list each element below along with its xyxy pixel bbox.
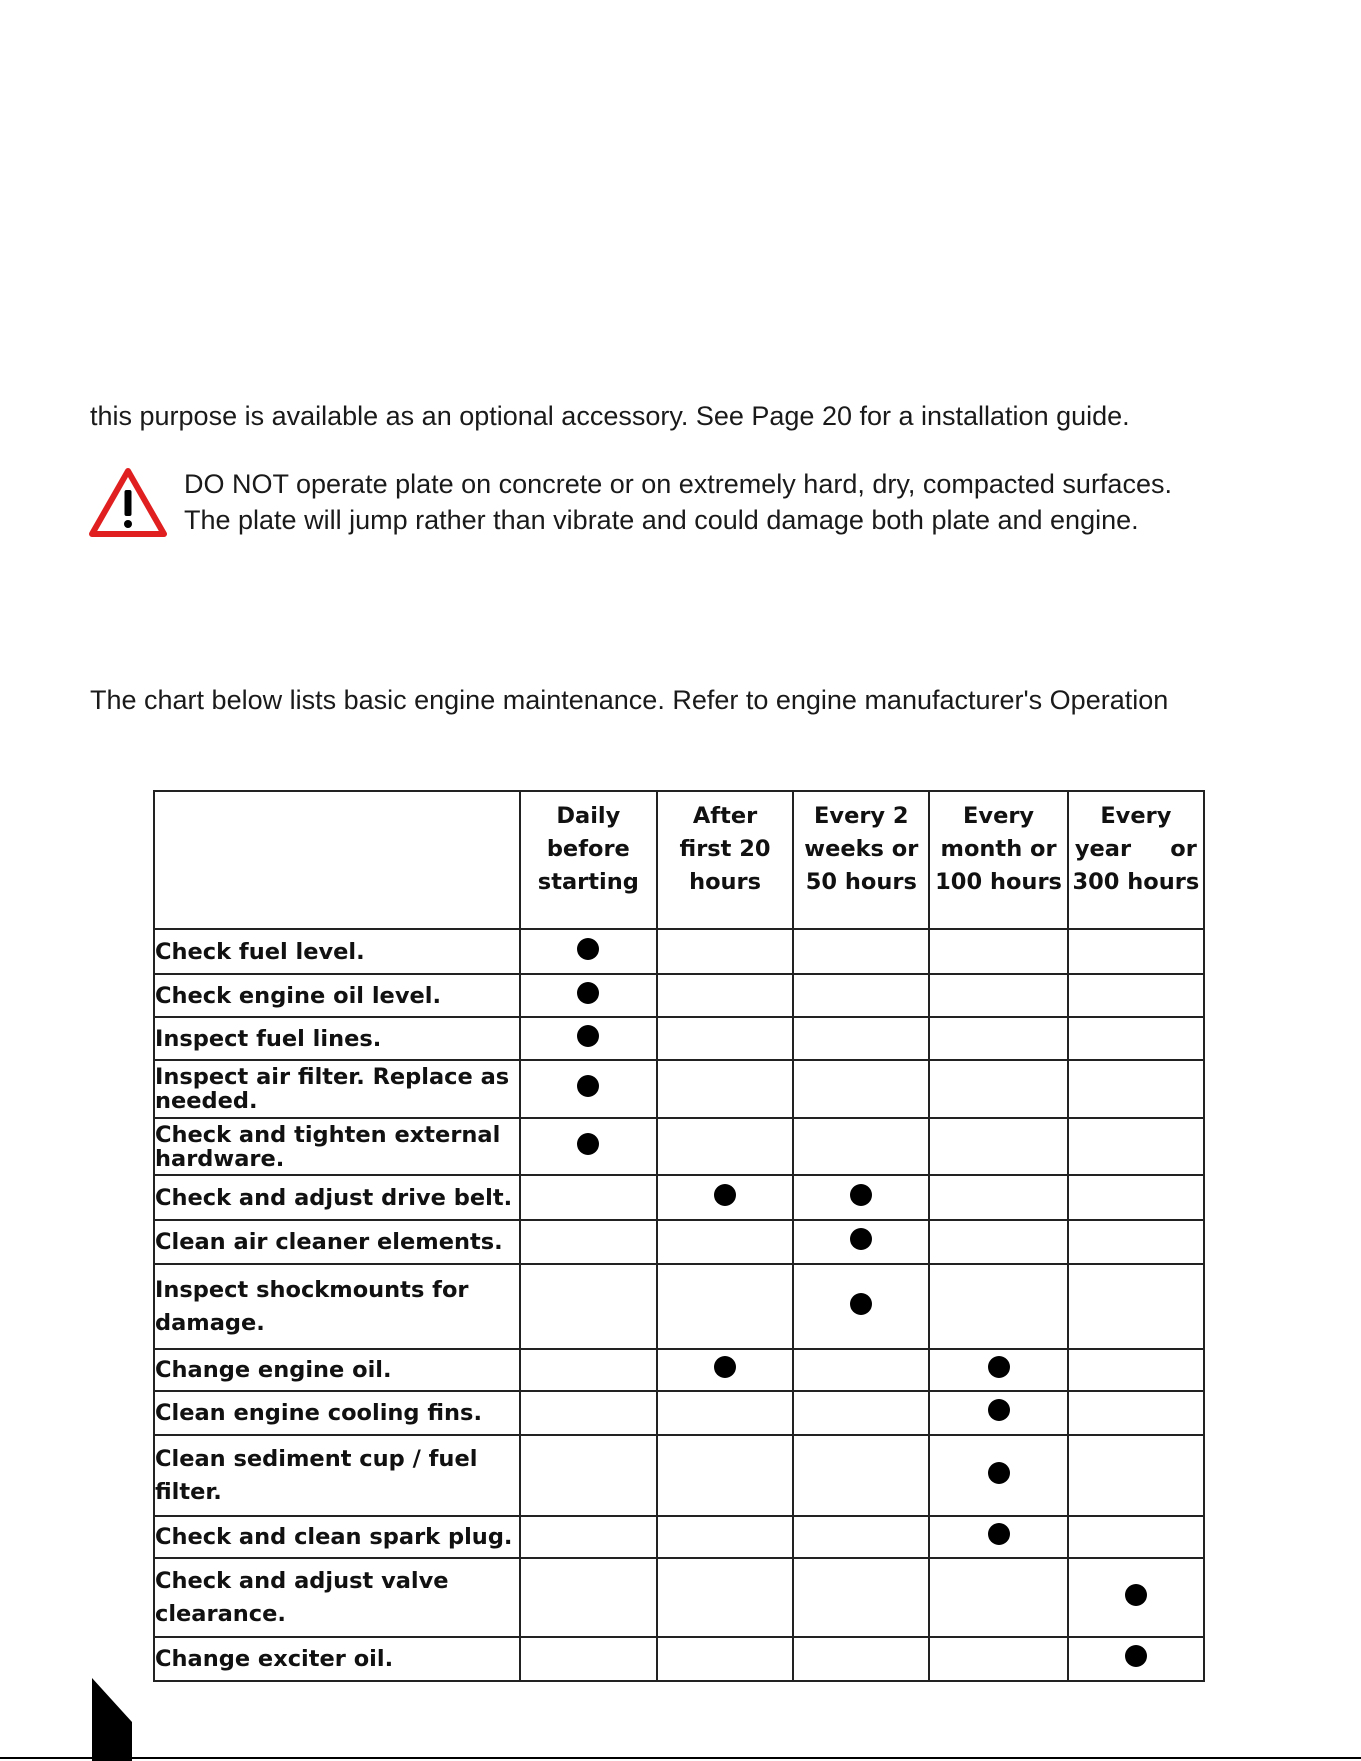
interval-cell [520,1637,657,1681]
table-header-row [154,791,1204,929]
interval-cell [793,974,929,1017]
interval-cell [1068,1637,1204,1681]
interval-cell [929,1349,1067,1391]
interval-cell [793,1220,929,1264]
interval-cell [793,1558,929,1637]
interval-cell [1068,1220,1204,1264]
task-cell: Inspect shockmounts for damage. [154,1264,520,1349]
interval-cell [657,1175,793,1220]
task-cell: Inspect fuel lines. [154,1017,520,1060]
interval-cell [929,1391,1067,1435]
interval-cell [520,974,657,1017]
interval-cell [520,1435,657,1516]
warning-line-1: DO NOT operate plate on concrete or on extremely hard, dry, compacted surfaces. [184,469,1172,499]
task-cell: Check and clean spark plug. [154,1516,520,1558]
interval-cell [929,1060,1067,1118]
page-corner-tab [92,1678,132,1761]
interval-cell [929,974,1067,1017]
interval-cell [793,1391,929,1435]
table-row [154,1118,1204,1175]
interval-cell [520,1264,657,1349]
interval-cell [1068,1435,1204,1516]
warning-line-2: The plate will jump rather than vibrate and could damage both plate and engine. [184,505,1139,535]
mark-dot [577,1025,599,1047]
interval-cell [929,1175,1067,1220]
interval-cell [657,929,793,974]
interval-cell [793,1017,929,1060]
interval-cell [1068,1391,1204,1435]
interval-cell [793,1435,929,1516]
task-cell: Change engine oil. [154,1349,520,1391]
task-cell: Clean sediment cup / fuel filter. [154,1435,520,1516]
interval-cell [520,1391,657,1435]
interval-cell [657,1118,793,1175]
interval-cell [657,1349,793,1391]
table-row [154,1516,1204,1558]
interval-cell [520,929,657,974]
interval-cell [1068,1175,1204,1220]
interval-cell [657,1264,793,1349]
interval-cell [793,1060,929,1118]
interval-cell [1068,1558,1204,1637]
interval-cell [929,1220,1067,1264]
interval-cell [657,1017,793,1060]
interval-cell [793,1349,929,1391]
accessory-paragraph: this purpose is available as an optional accessory. See Page 20 for a installation guide. [90,401,1130,431]
interval-cell [929,1435,1067,1516]
task-cell: Check and adjust valve clearance. [154,1558,520,1637]
mark-dot [577,1133,599,1155]
table-row [154,1349,1204,1391]
interval-cell [929,1637,1067,1681]
table-row [154,974,1204,1017]
interval-cell [929,1017,1067,1060]
mark-dot [1125,1584,1147,1606]
interval-cell [1068,1060,1204,1118]
interval-cell [657,1220,793,1264]
interval-cell [520,1516,657,1558]
interval-cell [1068,1118,1204,1175]
task-cell: Inspect air filter. Replace as needed. [154,1060,520,1118]
maintenance-schedule-table [153,790,1205,1682]
header-daily: Daily before starting [520,791,657,929]
interval-cell [520,1175,657,1220]
task-cell: Clean engine cooling fins. [154,1391,520,1435]
interval-cell [520,1060,657,1118]
interval-cell [1068,974,1204,1017]
table-row [154,1391,1204,1435]
mark-dot [988,1399,1010,1421]
header-month: Every month or 100 hours [929,791,1067,929]
task-cell: Change exciter oil. [154,1637,520,1681]
mark-dot [714,1184,736,1206]
warning-triangle-icon [88,466,168,538]
header-2-weeks: Every 2 weeks or 50 hours [793,791,929,929]
interval-cell [793,1175,929,1220]
table-row [154,1435,1204,1516]
page-bottom-rule [0,1757,1361,1759]
table-row [154,1637,1204,1681]
interval-cell [793,1637,929,1681]
interval-cell [657,1637,793,1681]
header-first-20-hours: After first 20 hours [657,791,793,929]
table-row [154,1220,1204,1264]
task-cell: Check and adjust drive belt. [154,1175,520,1220]
interval-cell [1068,929,1204,974]
interval-cell [1068,1349,1204,1391]
header-year: Every year or 300 hours [1068,791,1204,929]
interval-cell [929,1516,1067,1558]
mark-dot [988,1523,1010,1545]
interval-cell [520,1017,657,1060]
interval-cell [657,1060,793,1118]
interval-cell [793,1516,929,1558]
interval-cell [520,1558,657,1637]
task-cell: Check fuel level. [154,929,520,974]
warning-message [184,466,1172,538]
interval-cell [929,929,1067,974]
header-task-blank [154,791,520,929]
interval-cell [1068,1264,1204,1349]
mark-dot [577,982,599,1004]
chart-intro-paragraph: The chart below lists basic engine maintenance. Refer to engine manufacturer's Operation [90,685,1169,715]
mark-dot [577,938,599,960]
table-row [154,1558,1204,1637]
task-cell: Clean air cleaner elements. [154,1220,520,1264]
interval-cell [793,1118,929,1175]
table-row [154,929,1204,974]
table-row [154,1175,1204,1220]
interval-cell [657,1516,793,1558]
table-row [154,1060,1204,1118]
interval-cell [520,1349,657,1391]
interval-cell [657,1391,793,1435]
interval-cell [929,1118,1067,1175]
interval-cell [929,1558,1067,1637]
table-row [154,1017,1204,1060]
interval-cell [929,1264,1067,1349]
mark-dot [850,1293,872,1315]
interval-cell [657,1435,793,1516]
mark-dot [988,1356,1010,1378]
interval-cell [793,1264,929,1349]
task-cell: Check and tighten external hardware. [154,1118,520,1175]
mark-dot [1125,1645,1147,1667]
interval-cell [1068,1017,1204,1060]
mark-dot [850,1228,872,1250]
interval-cell [520,1118,657,1175]
table-row [154,1264,1204,1349]
interval-cell [520,1220,657,1264]
mark-dot [850,1184,872,1206]
interval-cell [657,974,793,1017]
interval-cell [1068,1516,1204,1558]
task-cell: Check engine oil level. [154,974,520,1017]
interval-cell [793,929,929,974]
mark-dot [577,1075,599,1097]
interval-cell [657,1558,793,1637]
mark-dot [988,1462,1010,1484]
mark-dot [714,1356,736,1378]
